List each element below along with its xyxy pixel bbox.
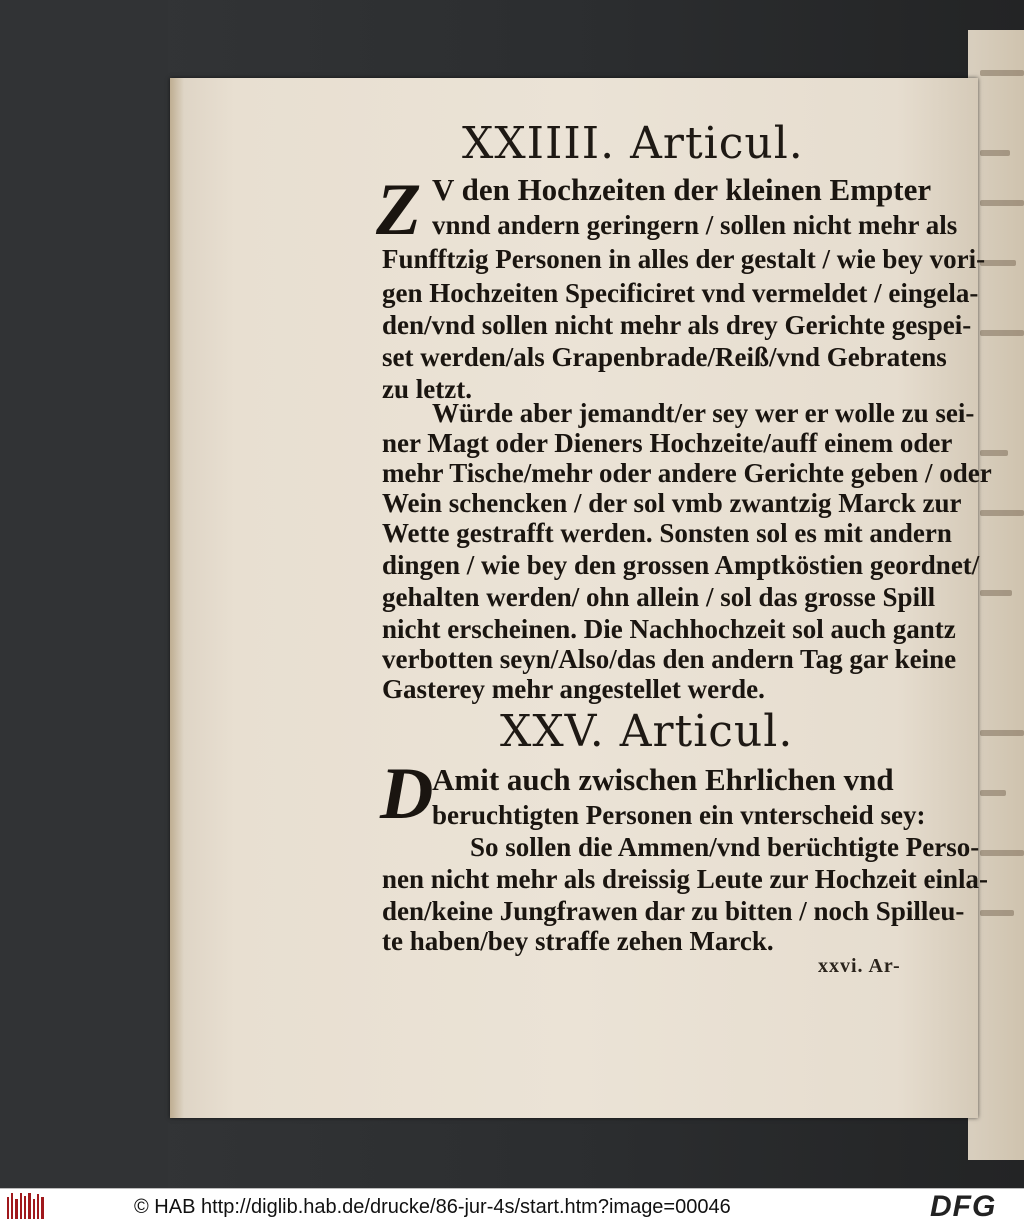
dfg-logo: DFG	[930, 1190, 997, 1223]
article-25-heading: XXV. Articul.	[500, 706, 794, 757]
section-2-initial: D	[380, 753, 434, 835]
section-1-line: Wette gestrafft werden. Sonsten sol es mit andern	[382, 518, 952, 548]
section-1-line: Würde aber jemandt/er sey wer er wolle zu sei-	[432, 398, 975, 428]
section-1-line: den/vnd sollen nicht mehr als drey Gerichte gespei-	[382, 310, 972, 340]
section-1-line: Funfftzig Personen in alles der gestalt / wie bey vori-	[382, 244, 986, 274]
section-1-line: set werden/als Grapenbrade/Reiß/vnd Gebratens	[382, 342, 947, 372]
section-1-line: verbotten seyn/Also/das den andern Tag gar keine	[382, 644, 957, 674]
catchword: xxvi. Ar-	[818, 955, 901, 977]
section-1-line: vnnd andern geringern / sollen nicht mehr als	[432, 210, 958, 240]
section-2-line: te haben/bey straffe zehen Marck.	[382, 926, 774, 956]
section-1-line: gehalten werden/ ohn allein / sol das grosse Spill	[382, 582, 936, 612]
section-1-line: dingen / wie bey den grossen Amptköstien geordnet/	[382, 550, 980, 580]
section-1-line: gen Hochzeiten Specificiret vnd vermeldet / eingela-	[382, 278, 979, 308]
section-1-line: V den Hochzeiten der kleinen Empter	[432, 172, 932, 207]
section-2-line: Amit auch zwischen Ehrlichen vnd	[432, 762, 894, 797]
page-gutter-shadow	[170, 78, 184, 1118]
section-1-line: mehr Tische/mehr oder andere Gerichte geben / oder	[382, 458, 992, 488]
scanner-bed	[0, 0, 168, 1188]
section-1-line: Wein schencken / der sol vmb zwantzig Marck zur	[382, 488, 962, 518]
section-1-line: Gasterey mehr angestellet werde.	[382, 674, 765, 704]
section-1-line: ner Magt oder Dieners Hochzeite/auff einem oder	[382, 428, 953, 458]
section-1-line: nicht erscheinen. Die Nachhochzeit sol auch gantz	[382, 614, 956, 644]
section-2-line: den/keine Jungfrawen dar zu bitten / noch Spilleu-	[382, 896, 965, 926]
copyright-link[interactable]: © HAB http://diglib.hab.de/drucke/86-jur-4s/start.htm?image=00046	[134, 1196, 731, 1218]
section-2-line: beruchtigten Personen ein vnterscheid sey:	[432, 800, 926, 830]
article-24-heading: XXIIII. Articul.	[462, 118, 804, 169]
section-2-line: nen nicht mehr als dreissig Leute zur Hochzeit einla-	[382, 864, 988, 894]
hab-barcode-icon	[6, 1191, 46, 1223]
section-1-initial: Z	[376, 169, 422, 251]
section-2-line: So sollen die Ammen/vnd berüchtigte Perso-	[470, 832, 980, 862]
section-1-line: zu letzt.	[382, 374, 472, 404]
